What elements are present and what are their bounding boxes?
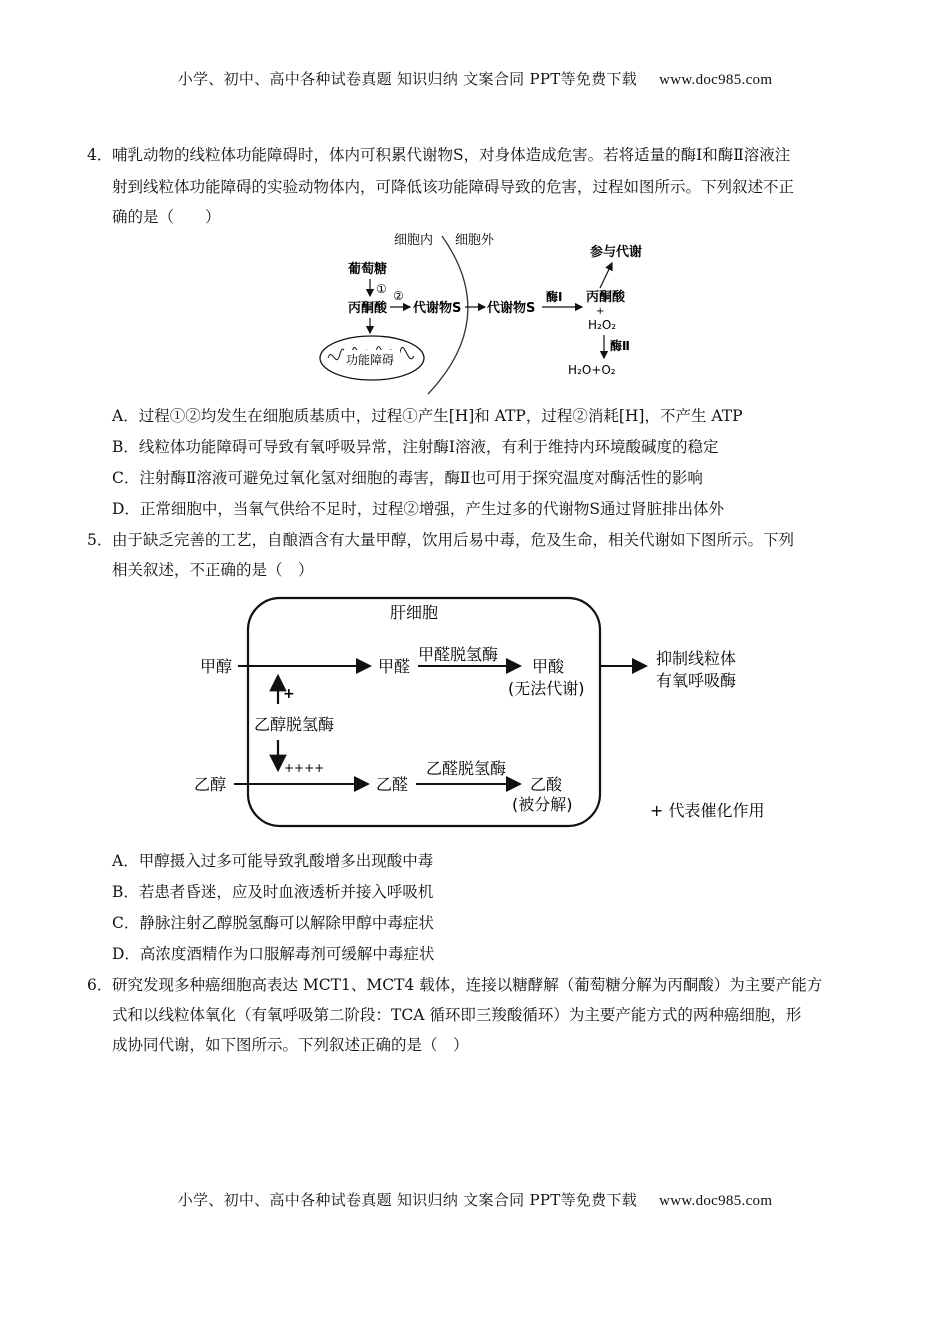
q6-stem-line-2: 式和以线粒体氧化（有氧呼吸第二阶段：TCA 循环即三羧酸循环）为主要产能方式的两种癌细胞，形 bbox=[112, 1006, 802, 1024]
label-acetaldehyde: 乙醛 bbox=[376, 775, 409, 794]
label-participate: 参与代谢 bbox=[590, 245, 643, 260]
label-pyruvate: 丙酮酸 bbox=[348, 301, 388, 316]
q6-number: 6． bbox=[87, 976, 113, 994]
label-step1: ① bbox=[376, 282, 387, 296]
label-formic-note: (无法代谢) bbox=[508, 679, 585, 698]
q4-stem-line-3: 确的是（ ） bbox=[112, 208, 221, 226]
q5-option-c[interactable]: C．静脉注射乙醇脱氢酶可以解除甲醇中毒症状 bbox=[112, 914, 434, 932]
label-glucose: 葡萄糖 bbox=[348, 262, 388, 277]
label-products: H₂O+O₂ bbox=[568, 363, 616, 377]
label-acetic: 乙酸 bbox=[530, 775, 563, 794]
label-plus-four: ++++ bbox=[284, 761, 325, 775]
q5-stem-line-2: 相关叙述，不正确的是（ ） bbox=[112, 561, 314, 579]
q4-stem-line-2: 射到线粒体功能障碍的实验动物体内，可降低该功能障碍导致的危害，过程如图所示。下列叙述不正 bbox=[112, 178, 795, 196]
label-pyruvate2: 丙酮酸 bbox=[586, 290, 626, 305]
q5-option-a[interactable]: A．甲醇摄入过多可能导致乳酸增多出现酸中毒 bbox=[112, 852, 434, 870]
label-metabolite-in: 代谢物S bbox=[413, 301, 462, 316]
q4-option-d[interactable]: D．正常细胞中，当氧气供给不足时，过程②增强，产生过多的代谢物S通过肾脏排出体外 bbox=[112, 500, 725, 518]
label-inhibit-2: 有氧呼吸酶 bbox=[656, 671, 737, 690]
footer-text: 小学、初中、高中各种试卷真题 知识归纳 文案合同 PPT等免费下载 bbox=[177, 1191, 638, 1209]
label-enzyme1: 酶Ⅰ bbox=[546, 290, 563, 304]
q5-diagram bbox=[190, 594, 790, 834]
label-inside: 细胞内 bbox=[394, 233, 434, 248]
label-formaldehyde: 甲醛 bbox=[378, 657, 411, 676]
label-adh: 乙醇脱氢酶 bbox=[254, 715, 335, 734]
label-acetic-note: (被分解) bbox=[512, 795, 573, 814]
q5-stem-line-1: 由于缺乏完善的工艺，自酿酒含有大量甲醇，饮用后易中毒，危及生命，相关代谢如下图所示。下列 bbox=[112, 531, 795, 549]
label-step2: ② bbox=[393, 289, 404, 303]
footer-site-link[interactable]: www.doc985.com bbox=[659, 1193, 773, 1209]
label-plus: + bbox=[596, 306, 605, 317]
label-enzyme2: 酶Ⅱ bbox=[610, 339, 630, 353]
label-mito: 功能障碍 bbox=[346, 353, 395, 367]
label-plus-one: + bbox=[283, 686, 295, 702]
label-outside: 细胞外 bbox=[455, 233, 495, 248]
label-aldh: 乙醛脱氢酶 bbox=[426, 759, 507, 778]
label-metabolite-out: 代谢物S bbox=[487, 301, 536, 316]
q4-stem-line-1: 哺乳动物的线粒体功能障碍时，体内可积累代谢物S，对身体造成危害。若将适量的酶Ⅰ和酶Ⅱ溶液注 bbox=[112, 146, 791, 164]
q5-option-d[interactable]: D．高浓度酒精作为口服解毒剂可缓解中毒症状 bbox=[112, 945, 435, 963]
label-liver-cell: 肝细胞 bbox=[390, 603, 439, 622]
q6-stem-line-1: 研究发现多种癌细胞高表达 MCT1、MCT4 载体，连接以糖酵解（葡萄糖分解为丙酮酸）为主要产能方 bbox=[112, 976, 823, 994]
q4-diagram bbox=[300, 228, 680, 398]
q4-option-b[interactable]: B．线粒体功能障碍可导致有氧呼吸异常，注射酶Ⅰ溶液，有利于维持内环境酸碱度的稳定 bbox=[112, 438, 719, 456]
label-formic: 甲酸 bbox=[532, 657, 565, 676]
label-h2o2: H₂O₂ bbox=[588, 318, 617, 332]
page-header bbox=[0, 68, 950, 89]
q5-option-b[interactable]: B．若患者昏迷，应及时血液透析并接入呼吸机 bbox=[112, 883, 434, 901]
header-text: 小学、初中、高中各种试卷真题 知识归纳 文案合同 PPT等免费下载 bbox=[177, 70, 638, 88]
q4-option-a[interactable]: A．过程①②均发生在细胞质基质中，过程①产生[H]和 ATP，过程②消耗[H]，不产生 ATP bbox=[112, 407, 743, 425]
q6-stem-line-3: 成协同代谢，如下图所示。下列叙述正确的是（ ） bbox=[112, 1036, 469, 1054]
arrow-participate bbox=[600, 263, 612, 288]
label-legend: + 代表催化作用 bbox=[650, 801, 765, 820]
label-methanol: 甲醇 bbox=[200, 657, 233, 676]
header-site-link[interactable]: www.doc985.com bbox=[659, 72, 773, 88]
page-footer bbox=[0, 1189, 950, 1210]
label-fald-enzyme: 甲醛脱氢酶 bbox=[418, 645, 499, 664]
q5-number: 5． bbox=[87, 531, 113, 549]
q4-option-c[interactable]: C．注射酶Ⅱ溶液可避免过氧化氢对细胞的毒害，酶Ⅱ也可用于探究温度对酶活性的影响 bbox=[112, 469, 703, 487]
label-inhibit-1: 抑制线粒体 bbox=[656, 649, 737, 668]
q4-number: 4． bbox=[87, 146, 113, 164]
label-ethanol: 乙醇 bbox=[194, 775, 227, 794]
